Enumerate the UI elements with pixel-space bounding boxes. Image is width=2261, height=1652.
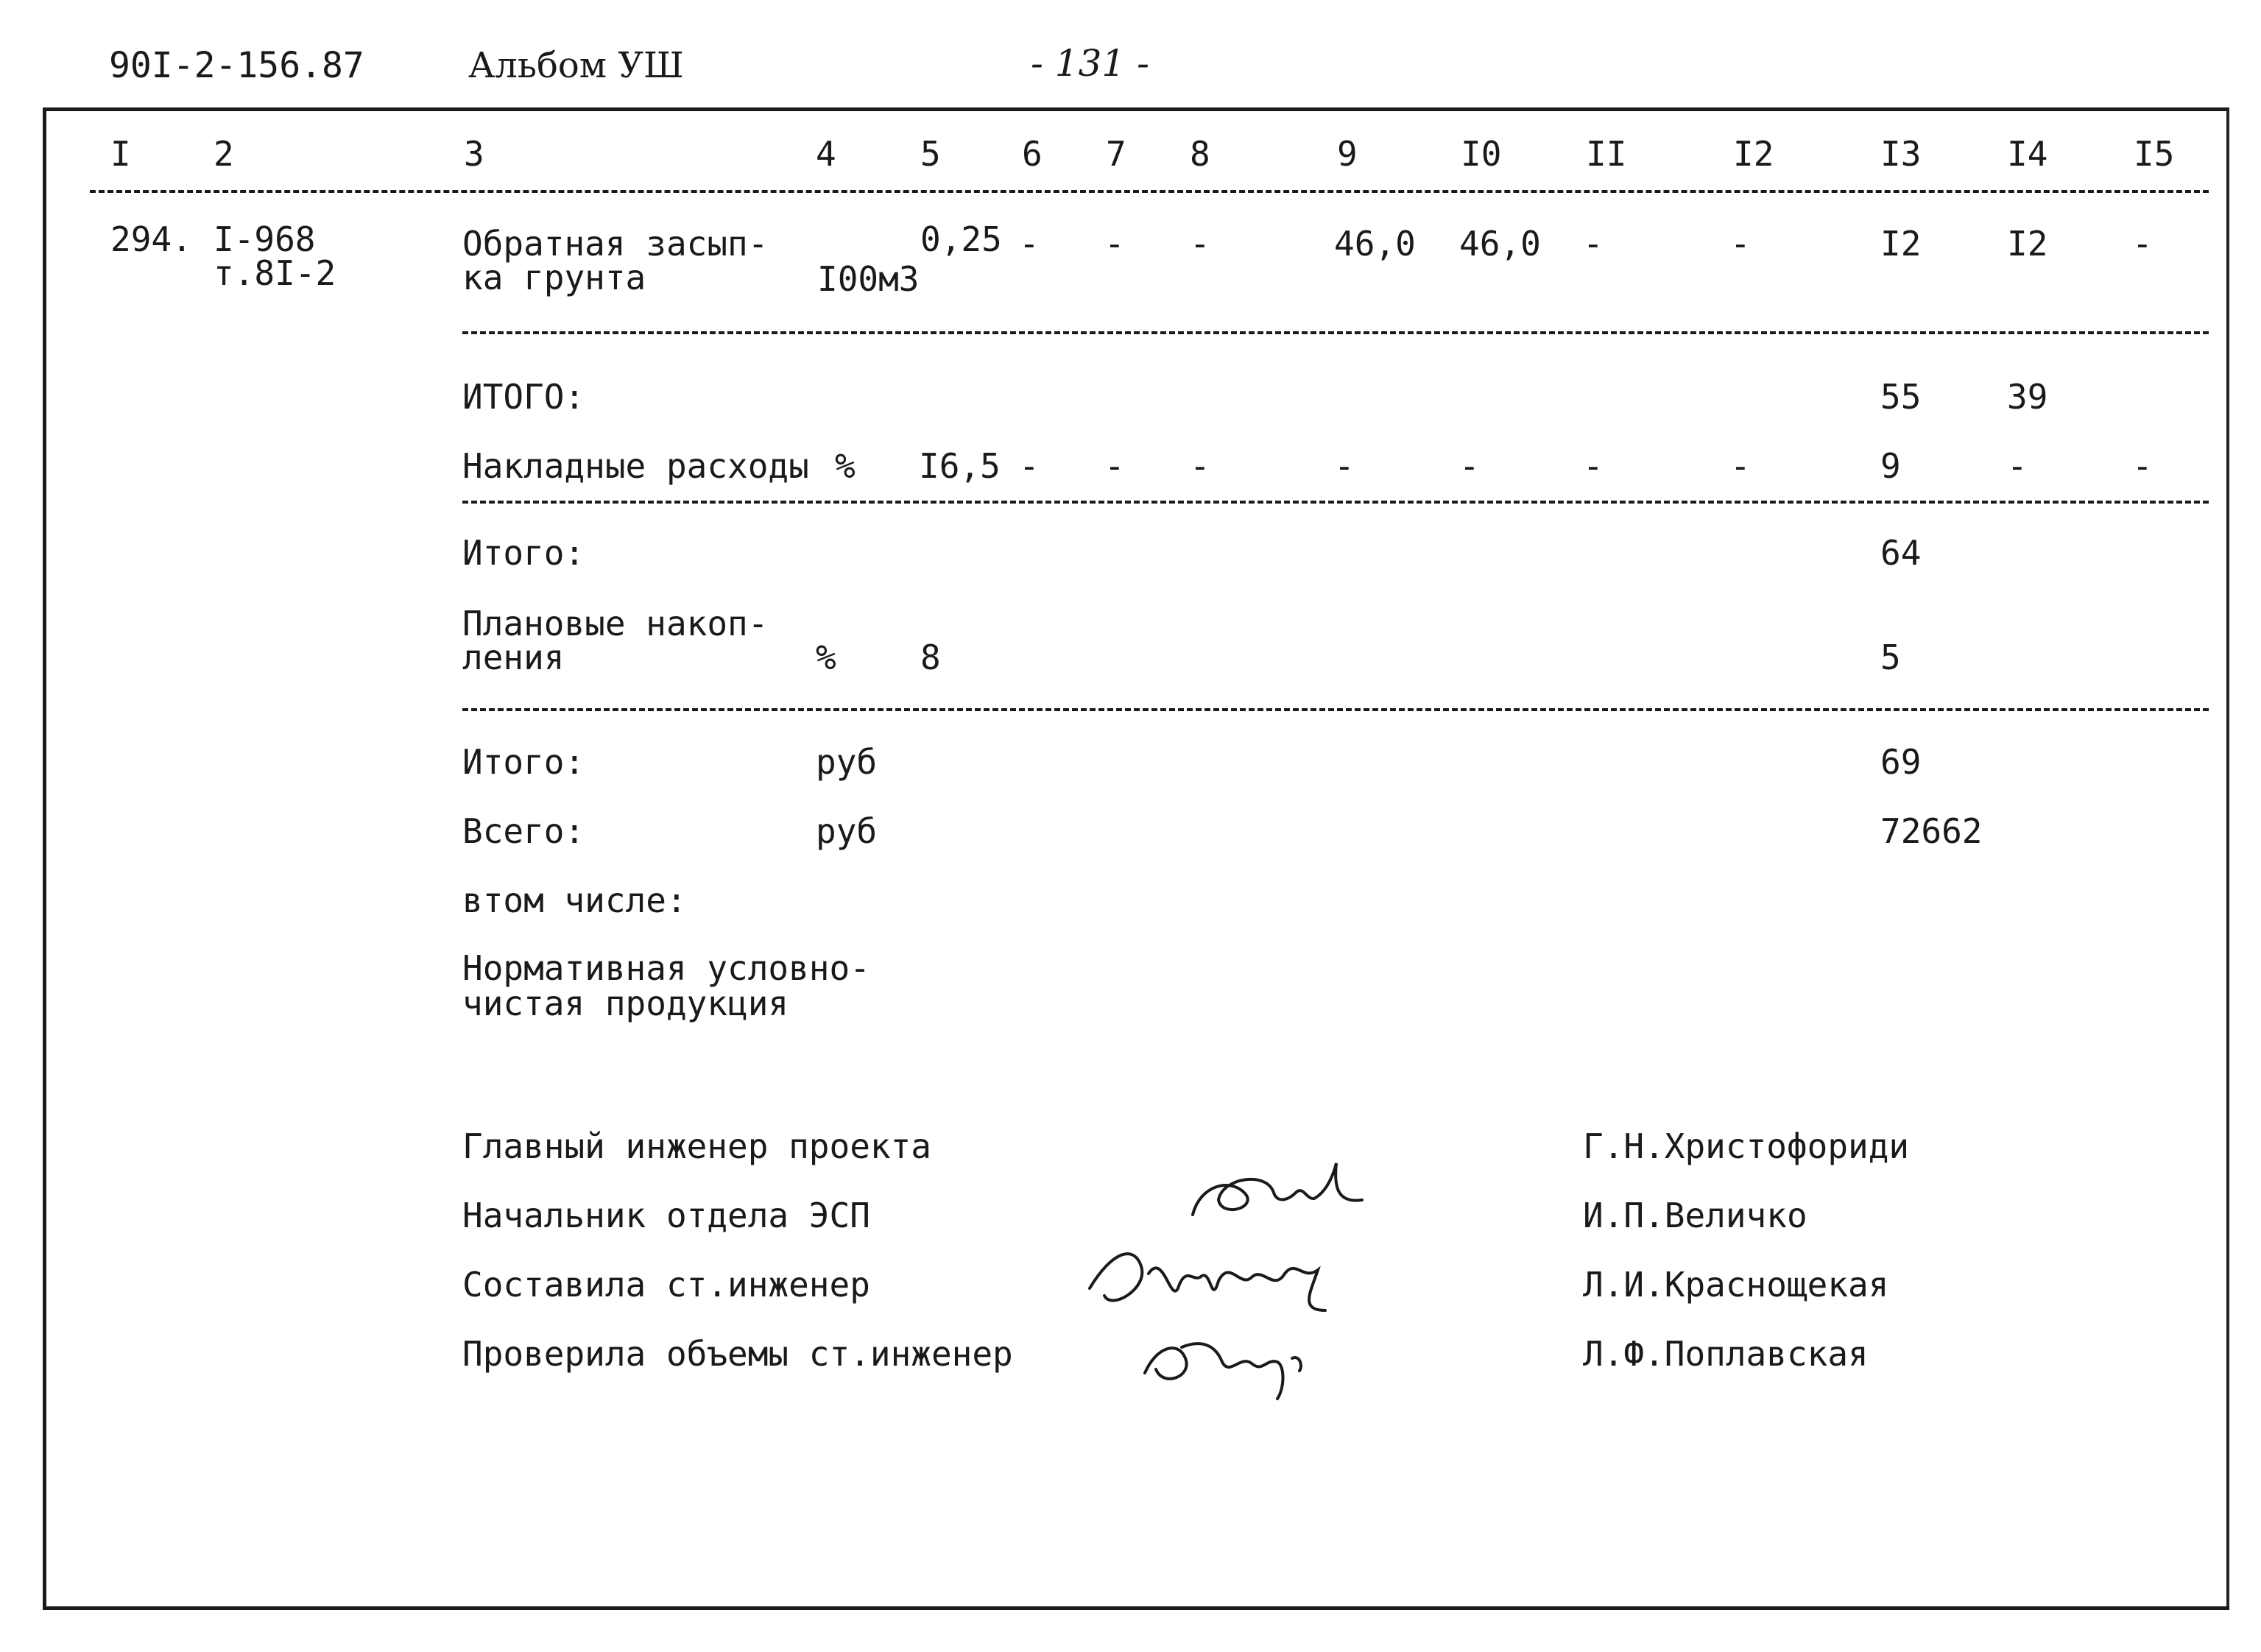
item-col5: 0,25 [920, 219, 1002, 259]
signature-name: Л.И.Краснощекая [1583, 1265, 1889, 1305]
col-number: 6 [1022, 134, 1043, 174]
itogo3-col13: 69 [1880, 742, 1922, 782]
itogo-col14: 39 [2007, 377, 2048, 417]
col-number: I2 [1733, 134, 1774, 174]
col-number: II [1586, 134, 1627, 174]
signature-role: Составила ст.инженер [462, 1265, 870, 1305]
item-col9: 46,0 [1334, 224, 1416, 264]
signature-name: Л.Ф.Поплавская [1583, 1334, 1869, 1374]
item-name: Обратная засып- [462, 224, 769, 264]
overhead-col9: - [1334, 446, 1355, 486]
overhead-unit: % [835, 446, 856, 486]
col-number: 3 [464, 134, 484, 174]
overhead-col13: 9 [1880, 446, 1901, 486]
planned-col5: 8 [920, 638, 941, 677]
signature-name: Г.Н.Христофориди [1583, 1126, 1910, 1166]
planned-col13: 5 [1880, 638, 1901, 677]
signature-role: Начальник отдела ЭСП [462, 1196, 870, 1235]
item-col8: - [1190, 224, 1210, 264]
itogo-label: ИТОГО: [462, 377, 585, 417]
overhead-col6: - [1019, 446, 1040, 486]
signature-name: И.П.Величко [1583, 1196, 1807, 1235]
album-label: Альбом УШ [468, 45, 684, 86]
row-divider [462, 708, 2209, 711]
itogo3-label: Итого: [462, 742, 585, 782]
vsego-col13: 72662 [1880, 811, 1983, 851]
header-divider [90, 190, 2209, 193]
including-label: втом числе: [462, 880, 687, 920]
item-col13: I2 [1880, 224, 1922, 264]
col-number: I4 [2007, 134, 2048, 174]
col-number: 8 [1190, 134, 1210, 174]
document-code: 90I-2-156.87 [109, 45, 364, 86]
col-number: 2 [214, 134, 234, 174]
normative-label: Нормативная условно- [462, 948, 870, 988]
handwritten-signature-1 [1178, 1148, 1369, 1237]
signature-role: Проверила объемы ст.инженер [462, 1334, 1013, 1374]
col-number: I5 [2134, 134, 2175, 174]
col-number: 4 [816, 134, 836, 174]
overhead-col12: - [1730, 446, 1751, 486]
overhead-col14: - [2007, 446, 2028, 486]
row-divider [462, 501, 2209, 504]
overhead-col11: - [1583, 446, 1604, 486]
overhead-col10: - [1459, 446, 1480, 486]
itogo2-col13: 64 [1880, 533, 1922, 573]
vsego-unit: руб [816, 811, 878, 851]
item-unit: I00м3 [817, 259, 920, 299]
planned-label: Плановые накоп- [462, 604, 769, 643]
handwritten-signature-3 [1134, 1318, 1340, 1406]
overhead-col8: - [1190, 446, 1210, 486]
item-col10: 46,0 [1459, 224, 1541, 264]
col-number: 5 [920, 134, 941, 174]
col-number: I3 [1880, 134, 1922, 174]
planned-label-2: ления [462, 638, 565, 677]
col-number: 7 [1106, 134, 1126, 174]
item-code: I-968 [214, 219, 316, 259]
itogo2-label: Итого: [462, 533, 585, 573]
page-number: - 131 - [1031, 42, 1150, 85]
col-number: I [110, 134, 131, 174]
planned-unit: % [816, 638, 836, 677]
vsego-label: Всего: [462, 811, 585, 851]
item-col11: - [1583, 224, 1604, 264]
item-col6: - [1019, 224, 1040, 264]
overhead-col7: - [1104, 446, 1125, 486]
item-name-2: ка грунта [462, 258, 646, 297]
item-code-2: т.8I-2 [214, 253, 336, 293]
itogo-col13: 55 [1880, 377, 1922, 417]
item-col12: - [1730, 224, 1751, 264]
item-col14: I2 [2007, 224, 2048, 264]
signature-role: Главный инженер проекта [462, 1126, 931, 1166]
itogo3-unit: руб [816, 742, 878, 782]
table-frame-bottom [43, 1606, 2229, 1610]
item-col15: - [2132, 224, 2153, 264]
col-number: I0 [1461, 134, 1502, 174]
normative-label-2: чистая продукция [462, 984, 789, 1023]
col-number: 9 [1337, 134, 1358, 174]
overhead-label: Накладные расходы [462, 446, 809, 486]
handwritten-signature-2 [1082, 1237, 1347, 1325]
overhead-col5: I6,5 [919, 446, 1001, 486]
item-number: 294. [110, 219, 192, 259]
row-divider [462, 331, 2209, 334]
item-col7: - [1104, 224, 1125, 264]
overhead-col15: - [2132, 446, 2153, 486]
